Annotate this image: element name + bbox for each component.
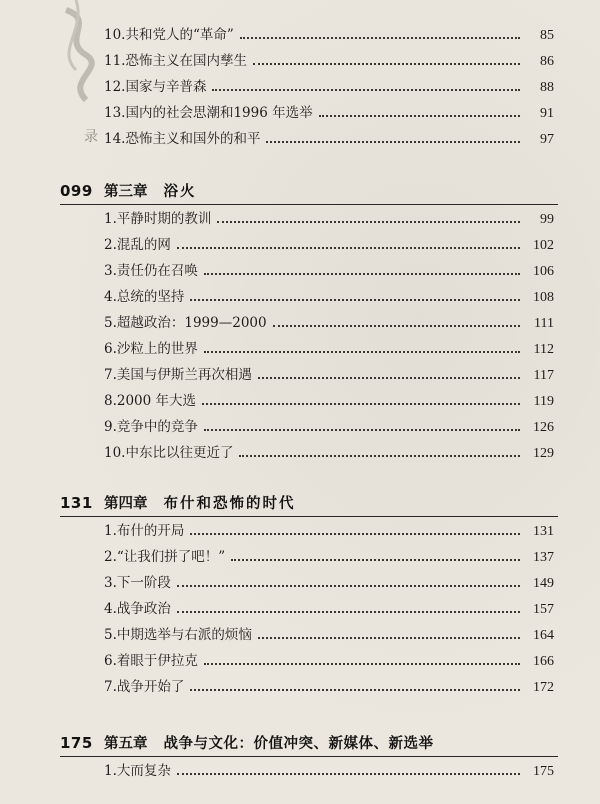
dot-leader <box>258 637 520 639</box>
page-number: 91 <box>540 106 554 121</box>
page-number: 102 <box>533 238 554 253</box>
toc-entry[interactable] <box>104 676 554 698</box>
page-number: 157 <box>533 602 554 617</box>
page-number: 106 <box>533 264 554 279</box>
dot-leader <box>204 351 520 353</box>
entry-title: 4.战争政治 <box>104 601 171 617</box>
entry-title: 5.中期选举与右派的烦恼 <box>104 627 252 643</box>
entry-title: 1.大而复杂 <box>104 763 171 779</box>
entry-title: 3.责任仍在召唤 <box>104 263 198 279</box>
entry-title: 2.混乱的网 <box>104 237 171 253</box>
page-number: 129 <box>533 446 554 461</box>
page-number: 111 <box>534 316 554 331</box>
chapter-number: 第四章 <box>104 496 148 512</box>
dot-leader <box>253 63 520 65</box>
dot-leader <box>231 559 520 561</box>
page-number: 126 <box>533 420 554 435</box>
chapter-title: 布什和恐怖的时代 <box>163 496 296 512</box>
page-number: 108 <box>533 290 554 305</box>
chapter-rule <box>60 204 558 205</box>
entry-title: 14.恐怖主义和国外的和平 <box>104 131 261 147</box>
toc-entry[interactable] <box>104 572 554 594</box>
dot-leader <box>204 273 520 275</box>
dot-leader <box>239 455 520 457</box>
chapter-heading[interactable] <box>60 732 434 758</box>
dot-leader <box>177 585 520 587</box>
page-number: 175 <box>533 764 554 779</box>
entry-title: 3.下一阶段 <box>104 575 171 591</box>
toc-entry[interactable] <box>104 390 554 412</box>
entry-title: 4.总统的坚持 <box>104 289 185 305</box>
entry-title: 8.2000 年大选 <box>104 393 197 409</box>
entry-title: 1.平静时期的教训 <box>104 211 212 227</box>
dot-leader <box>177 247 520 249</box>
page-number: 131 <box>533 524 554 539</box>
page-number: 117 <box>533 368 554 383</box>
page-number: 166 <box>533 654 554 669</box>
toc-entry[interactable] <box>104 760 554 782</box>
dot-leader <box>273 325 520 327</box>
toc-entry[interactable] <box>104 338 554 360</box>
entry-title: 11.恐怖主义在国内孳生 <box>104 53 247 69</box>
toc-entry[interactable] <box>104 286 554 308</box>
page-number: 88 <box>540 80 554 95</box>
dot-leader <box>202 403 520 405</box>
chapter-title: 战争与文化：价值冲突、新媒体、新选举 <box>163 736 434 752</box>
dot-leader <box>177 773 520 775</box>
entry-title: 9.竞争中的竞争 <box>104 419 198 435</box>
page-number: 172 <box>533 680 554 695</box>
entry-title: 1.布什的开局 <box>104 523 185 539</box>
toc-entry[interactable] <box>104 24 554 46</box>
chapter-start-page: 175 <box>60 734 93 752</box>
page-number: 112 <box>533 342 554 357</box>
toc-entry[interactable] <box>104 364 554 386</box>
ornament-flourish <box>56 0 106 120</box>
page-number: 149 <box>533 576 554 591</box>
toc-entry[interactable] <box>104 520 554 542</box>
toc-entry[interactable] <box>104 260 554 282</box>
dot-leader <box>217 221 520 223</box>
toc-entry[interactable] <box>104 128 554 150</box>
dot-leader <box>190 533 520 535</box>
entry-title: 5.超越政治：1999—2000 <box>104 315 267 331</box>
side-mark: 录 <box>84 129 98 145</box>
entry-title: 13.国内的社会思潮和1996 年选举 <box>104 105 313 121</box>
toc-entry[interactable] <box>104 598 554 620</box>
chapter-title: 浴火 <box>163 184 197 200</box>
page-number: 119 <box>533 394 554 409</box>
toc-entry[interactable] <box>104 208 554 230</box>
dot-leader <box>177 611 520 613</box>
entry-title: 12.国家与辛普森 <box>104 79 207 95</box>
entry-title: 10.中东比以往更近了 <box>104 445 234 461</box>
chapter-heading[interactable] <box>60 180 197 206</box>
dot-leader <box>240 37 520 39</box>
page-number: 86 <box>540 54 554 69</box>
dot-leader <box>204 429 520 431</box>
dot-leader <box>212 89 520 91</box>
dot-leader <box>204 663 520 665</box>
toc-entry[interactable] <box>104 234 554 256</box>
chapter-number: 第三章 <box>104 184 148 200</box>
toc-entry[interactable] <box>104 102 554 124</box>
toc-entry[interactable] <box>104 650 554 672</box>
chapter-start-page: 131 <box>60 494 93 512</box>
toc-entry[interactable] <box>104 50 554 72</box>
toc-entry[interactable] <box>104 312 554 334</box>
page-number: 97 <box>540 132 554 147</box>
entry-title: 6.沙粒上的世界 <box>104 341 198 357</box>
toc-entry[interactable] <box>104 624 554 646</box>
page-number: 85 <box>540 28 554 43</box>
entry-title: 10.共和党人的“革命” <box>104 27 234 43</box>
page-number: 137 <box>533 550 554 565</box>
toc-entry[interactable] <box>104 76 554 98</box>
toc-entry[interactable] <box>104 442 554 464</box>
entry-title: 7.战争开始了 <box>104 679 185 695</box>
dot-leader <box>258 377 520 379</box>
chapter-rule <box>60 756 558 757</box>
chapter-number: 第五章 <box>104 736 148 752</box>
chapter-heading[interactable] <box>60 492 296 518</box>
toc-entry[interactable] <box>104 546 554 568</box>
entry-title: 7.美国与伊斯兰再次相遇 <box>104 367 252 383</box>
dot-leader <box>190 299 520 301</box>
toc-entry[interactable] <box>104 416 554 438</box>
dot-leader <box>319 115 520 117</box>
entry-title: 6.着眼于伊拉克 <box>104 653 198 669</box>
entry-title: 2.“让我们拼了吧！” <box>104 549 226 565</box>
chapter-rule <box>60 516 558 517</box>
page-number: 99 <box>540 212 554 227</box>
dot-leader <box>266 141 520 143</box>
page-number: 164 <box>533 628 554 643</box>
chapter-start-page: 099 <box>60 182 93 200</box>
dot-leader <box>190 689 520 691</box>
